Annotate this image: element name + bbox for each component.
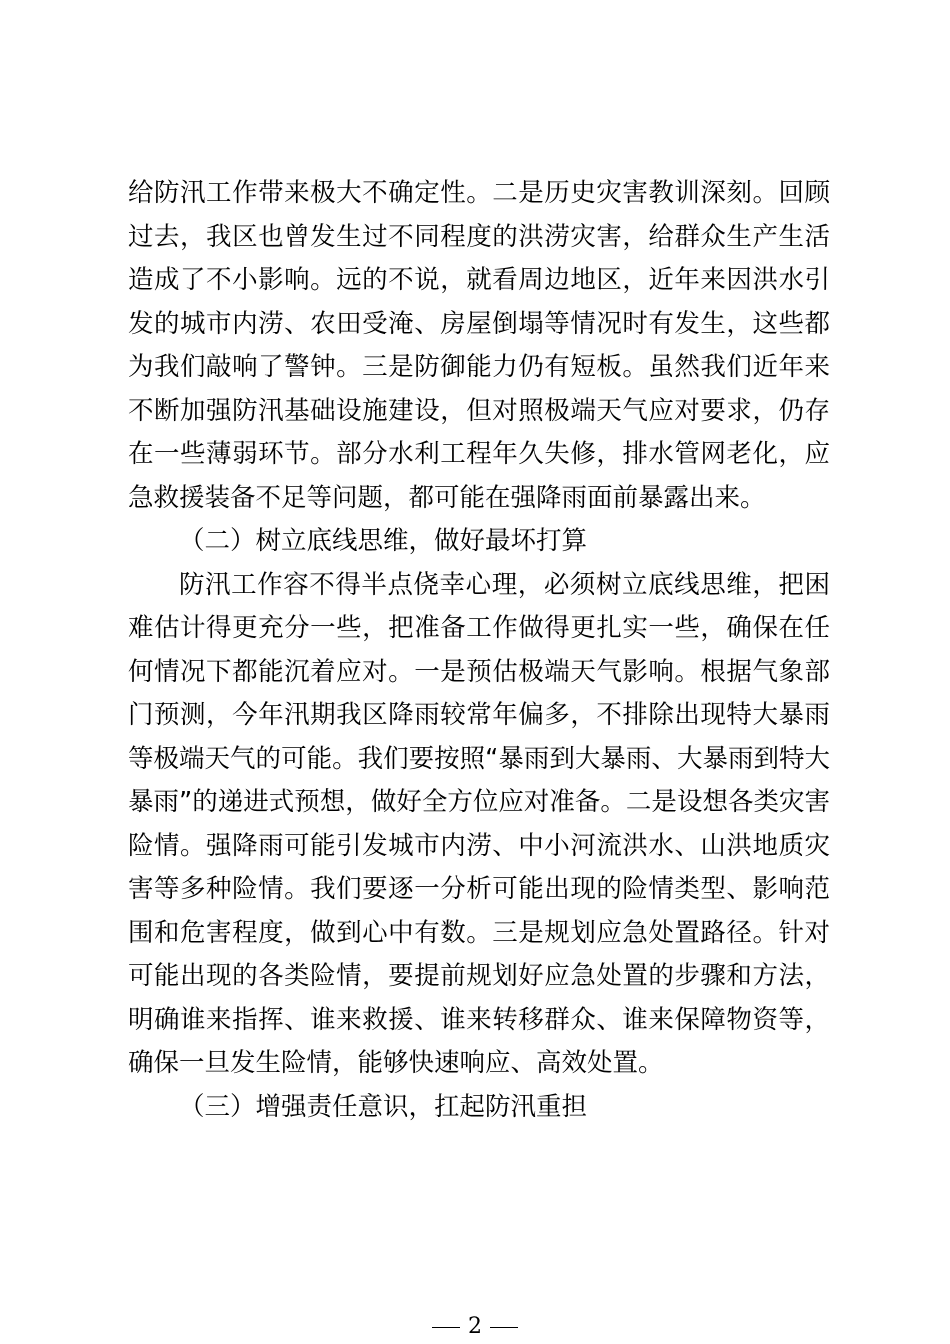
- text-line: 围和危害程度，做到心中有数。三是规划应急处置路径。针对: [128, 917, 830, 948]
- text-line: 等极端天气的可能。我们要按照“暴雨到大暴雨、大暴雨到特大: [128, 743, 830, 774]
- section-heading: （二）树立底线思维，做好最坏打算: [179, 526, 588, 556]
- section-heading: （三）增强责任意识，扛起防汛重担: [179, 1091, 588, 1122]
- text-line: 门预测，今年汛期我区降雨较常年偏多，不排除出现特大暴雨: [128, 700, 830, 730]
- text-line: 暴雨”的递进式预想，做好全方位应对准备。二是设想各类灾害: [128, 787, 830, 817]
- text-line: 难估计得更充分一些，把准备工作做得更扎实一些，确保在任: [128, 613, 830, 643]
- text-line: 造成了不小影响。远的不说，就看周边地区，近年来因洪水引: [128, 265, 830, 295]
- text-line: 确保一旦发生险情，能够快速响应、高效处置。: [128, 1048, 664, 1078]
- footer-dash-left: [432, 1327, 460, 1328]
- text-line: 不断加强防汛基础设施建设，但对照极端天气应对要求，仍存: [128, 395, 830, 426]
- text-line: 明确谁来指挥、谁来救援、谁来转移群众、谁来保障物资等，: [128, 1004, 830, 1035]
- page-number: 2: [468, 1314, 482, 1339]
- text-line: 急救援装备不足等问题，都可能在强降雨面前暴露出来。: [128, 482, 766, 513]
- text-line: 在一些薄弱环节。部分水利工程年久失修，排水管网老化，应: [128, 439, 830, 469]
- text-line: 给防汛工作带来极大不确定性。二是历史灾害教训深刻。回顾: [128, 178, 830, 208]
- text-line: 险情。强降雨可能引发城市内涝、中小河流洪水、山洪地质灾: [128, 830, 830, 861]
- paragraph-first-line: 防汛工作容不得半点侥幸心理，必须树立底线思维，把困: [179, 569, 830, 600]
- text-line: 过去，我区也曾发生过不同程度的洪涝灾害，给群众生产生活: [128, 221, 830, 252]
- text-line: 何情况下都能沉着应对。一是预估极端天气影响。根据气象部: [128, 656, 830, 687]
- text-line: 可能出现的各类险情，要提前规划好应急处置的步骤和方法，: [128, 961, 830, 991]
- body-text: [128, 172, 830, 1129]
- text-line: 发的城市内涝、农田受淹、房屋倒塌等情况时有发生，这些都: [128, 308, 830, 339]
- text-line: 为我们敲响了警钟。三是防御能力仍有短板。虽然我们近年来: [128, 352, 830, 382]
- page-footer: [0, 1314, 950, 1340]
- footer-dash-right: [490, 1327, 518, 1328]
- text-line: 害等多种险情。我们要逐一分析可能出现的险情类型、影响范: [128, 874, 830, 904]
